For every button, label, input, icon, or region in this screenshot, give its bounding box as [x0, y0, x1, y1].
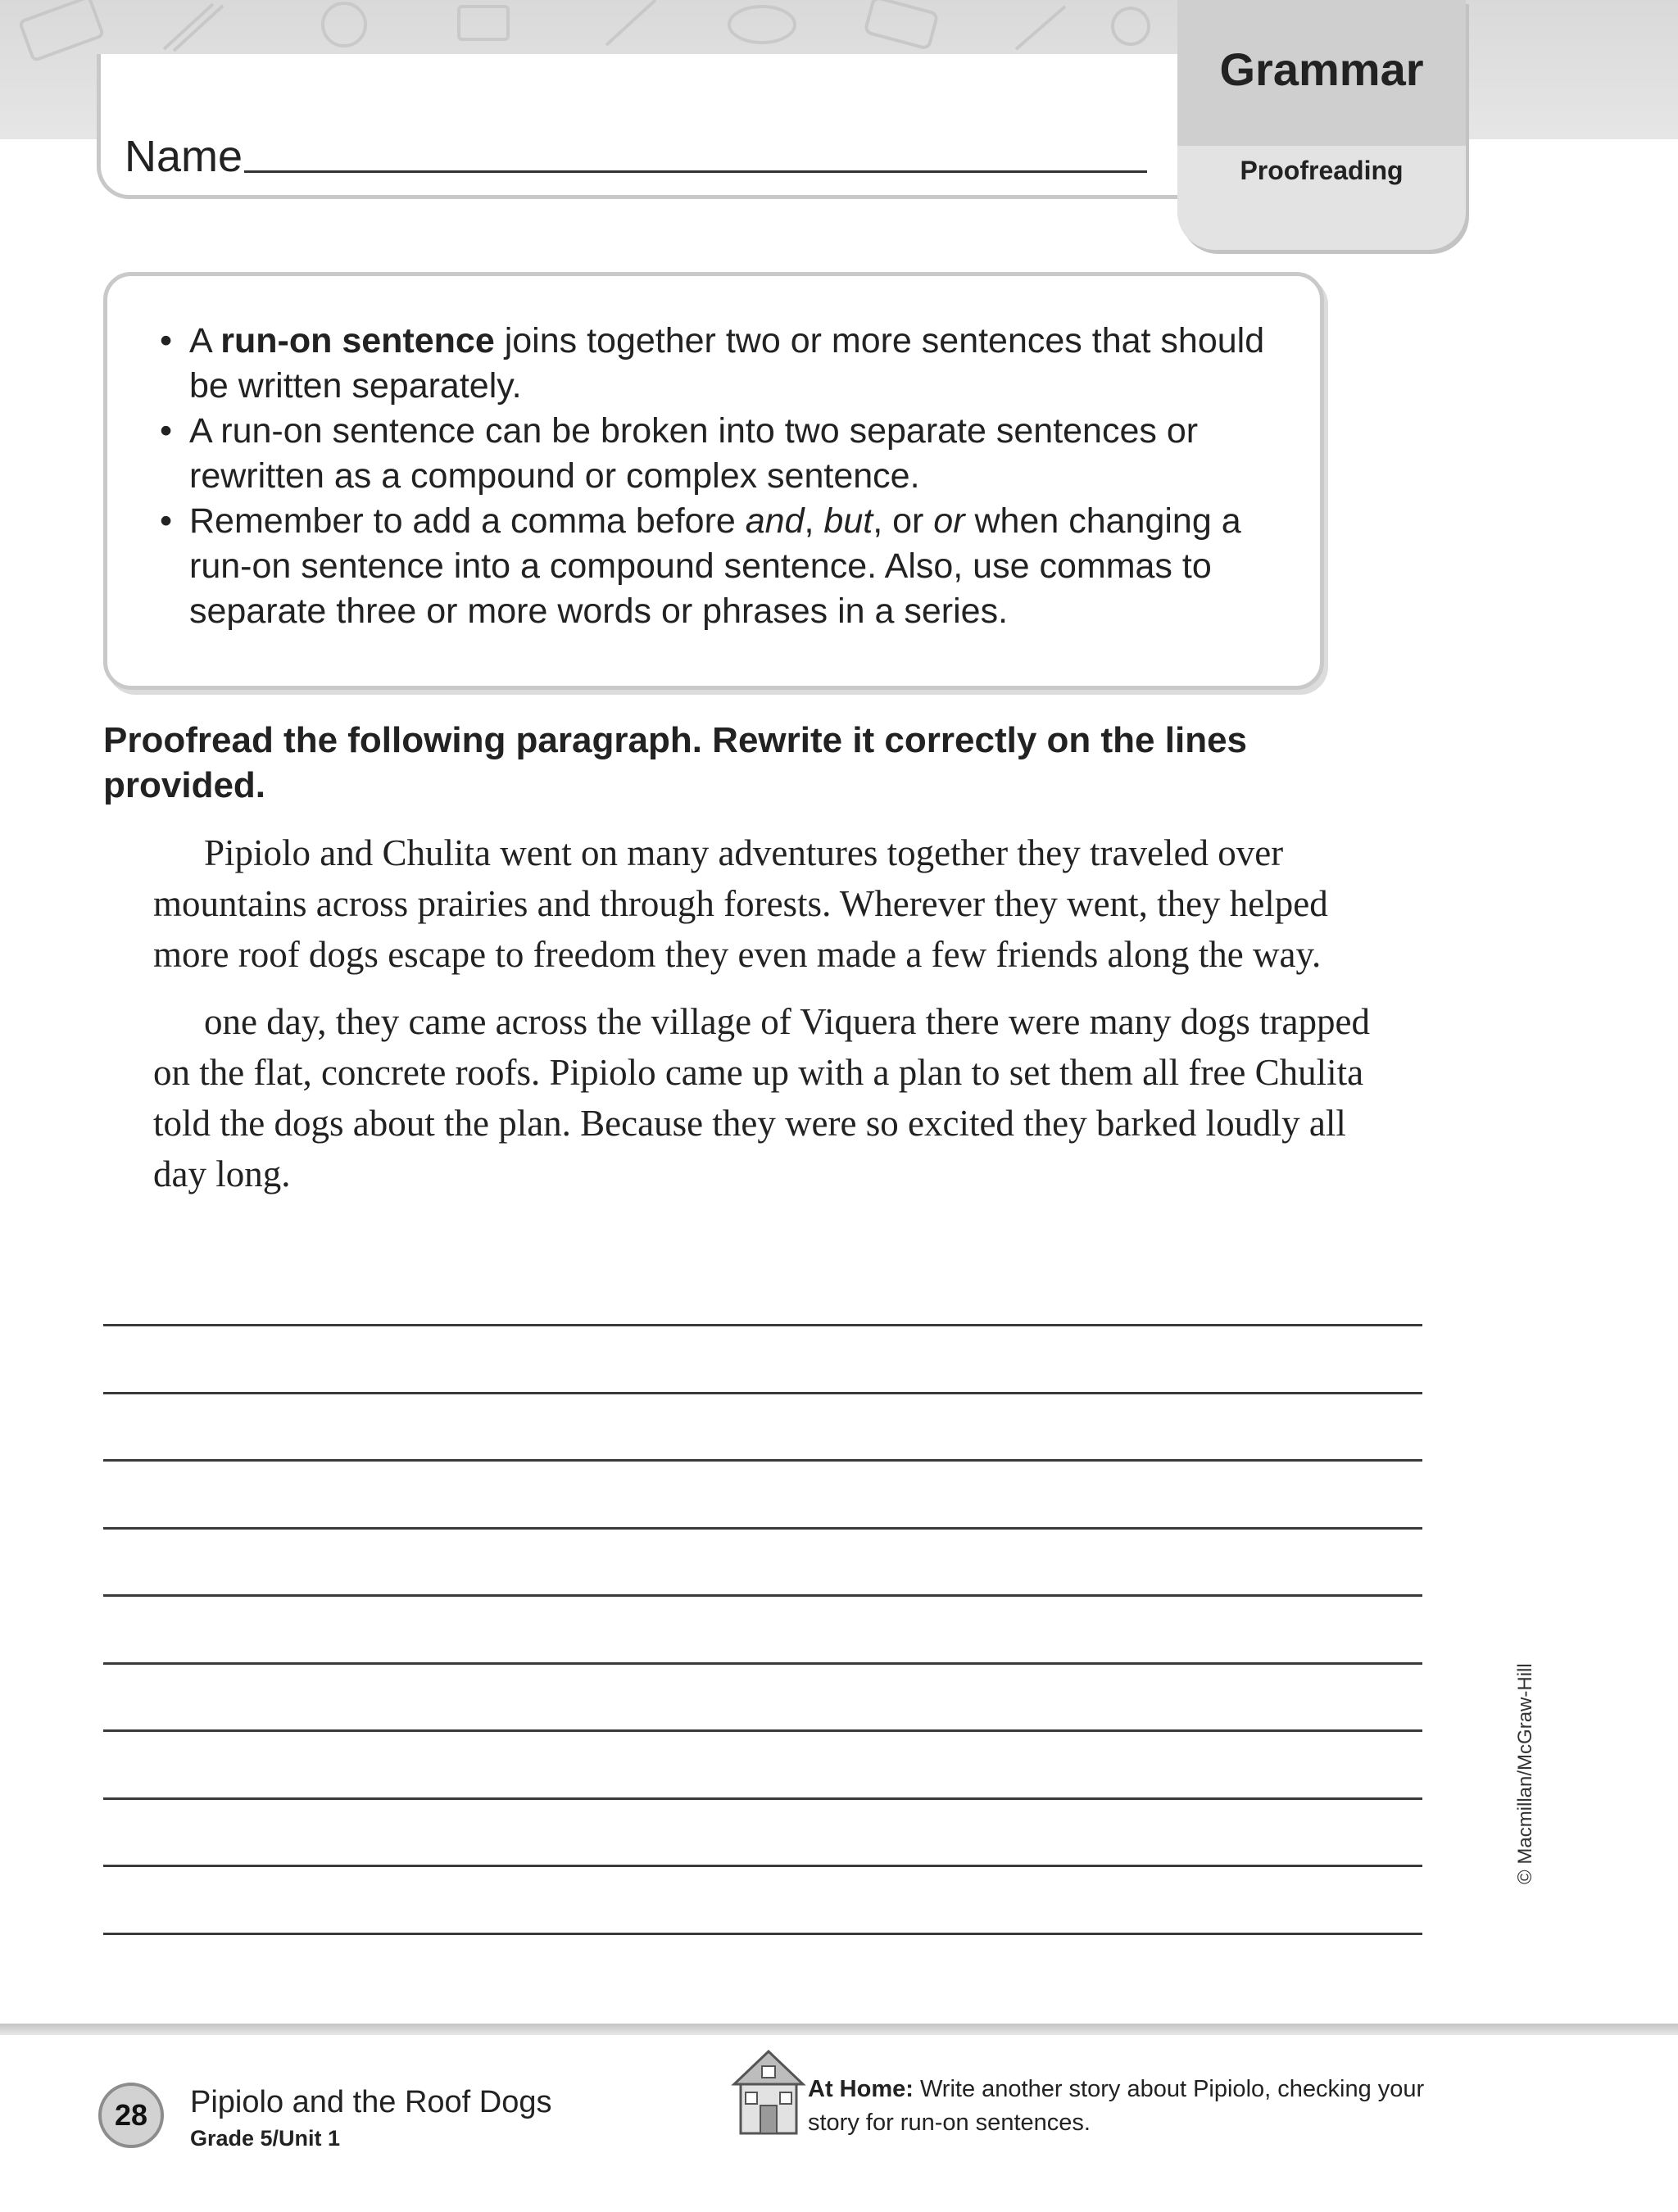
- rule-text: A: [189, 321, 221, 360]
- name-field[interactable]: [244, 170, 1147, 173]
- instructions: Proofread the following paragraph. Rewrite it correctly on the lines provided.: [103, 720, 1248, 805]
- name-label: Name: [125, 132, 243, 181]
- tab-title: Grammar: [1219, 43, 1424, 95]
- writing-line[interactable]: [103, 1326, 1422, 1394]
- writing-area[interactable]: [103, 1324, 1422, 1935]
- footer-band: [0, 2024, 1678, 2035]
- rule-term: and: [745, 501, 805, 541]
- rule-text: Remember to add a comma before: [189, 501, 746, 541]
- story-paragraph: Pipiolo and Chulita went on many adventures together they traveled over mountains across prairies and through forests. Wherever they went, they helped more roof dogs escape to freedom they even made a few friends along the way.: [153, 832, 1328, 975]
- grade-unit: Grade 5/Unit 1: [190, 2126, 341, 2151]
- writing-line[interactable]: [103, 1597, 1422, 1665]
- writing-line[interactable]: [103, 1867, 1422, 1935]
- rule-text: when changing a run-on sentence into a compound sentence. Also, use commas to separate three or more words or phrases in a series.: [189, 501, 1241, 631]
- rules-box: [103, 272, 1324, 690]
- writing-line[interactable]: [103, 1462, 1422, 1530]
- rule-text: joins together two or more sentences that should be written separately.: [189, 321, 1265, 406]
- rule-item: [156, 499, 1304, 634]
- name-bar: [97, 54, 1199, 199]
- rules-list: [156, 319, 1304, 634]
- rule-text: , or: [873, 501, 934, 541]
- at-home-note: [808, 2073, 1463, 2140]
- rule-term: or: [933, 501, 965, 541]
- house-icon: [729, 2048, 808, 2140]
- at-home-text: Write another story about Pipiolo, checking your story for run-on sentences.: [808, 2076, 1425, 2136]
- at-home-label: At Home:: [808, 2076, 914, 2102]
- rule-text: ,: [804, 501, 824, 541]
- rule-term: but: [823, 501, 873, 541]
- tab-subtitle: Proofreading: [1240, 156, 1404, 185]
- rule-item: [156, 409, 1304, 499]
- rule-term: run-on sentence: [220, 321, 495, 360]
- grammar-tab: [1177, 0, 1466, 250]
- copyright: © Macmillan/McGraw-Hill: [1514, 1663, 1536, 1884]
- story-passage: [153, 827, 1374, 1216]
- story-paragraph: one day, they came across the village of Viquera there were many dogs trapped on the flat, concrete roofs. Pipiolo came up with a plan to set them all free Chulita told the dogs about the plan. Because they were so excited they barked loudly all day long.: [153, 1001, 1370, 1194]
- rule-item: [156, 319, 1304, 409]
- writing-line[interactable]: [103, 1530, 1422, 1598]
- page-number: 28: [98, 2083, 164, 2148]
- rule-text: A run-on sentence can be broken into two separate sentences or rewritten as a compound or complex sentence.: [189, 411, 1199, 496]
- writing-line[interactable]: [103, 1732, 1422, 1800]
- book-title: Pipiolo and the Roof Dogs: [190, 2085, 552, 2119]
- writing-line[interactable]: [103, 1394, 1422, 1462]
- writing-line[interactable]: [103, 1800, 1422, 1868]
- writing-line[interactable]: [103, 1665, 1422, 1733]
